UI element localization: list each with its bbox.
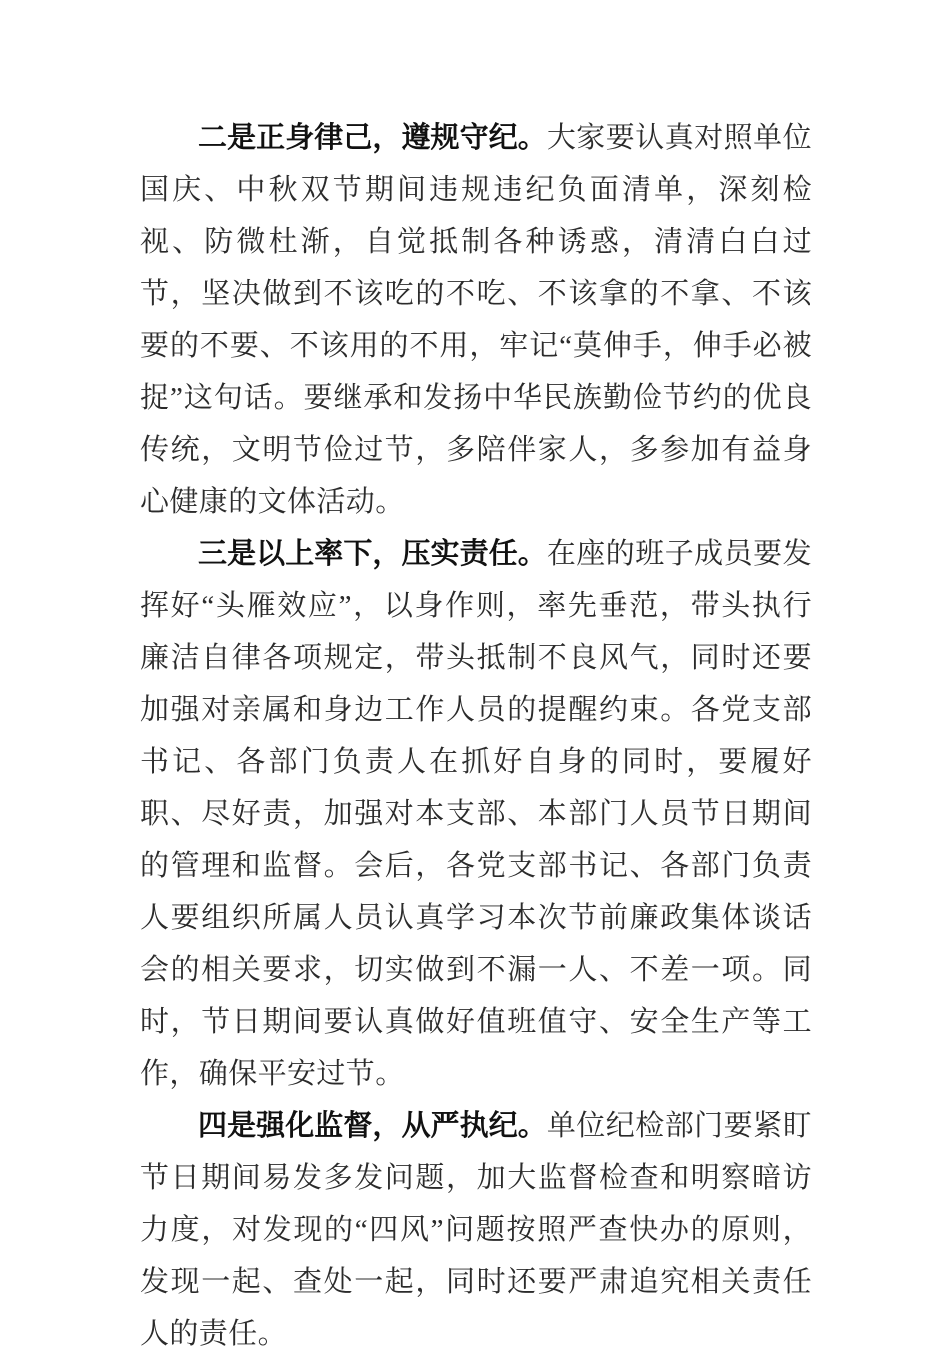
paragraph-block — [140, 112, 812, 528]
paragraph-text: 大家要认真对照单位国庆、中秋双节期间违规违纪负面清单，深刻检视、防微杜渐，自觉抵制各种诱惑，清清白白过节，坚决做到不该吃的不吃、不该拿的不拿、不该要的不要、不该用的不用，牢记“莫伸手，伸手必被捉”这句话。要继承和发扬中华民族勤俭节约的优良传统，文明节俭过节，多陪伴家人，多参加有益身心健康的文体活动。 — [140, 122, 812, 518]
paragraph-block — [140, 1100, 812, 1360]
paragraph-heading: 三是以上率下，压实责任。 — [198, 538, 547, 570]
document-body — [140, 112, 812, 1360]
paragraph-text: 在座的班子成员要发挥好“头雁效应”，以身作则，率先垂范，带头执行廉洁自律各项规定，带头抵制不良风气，同时还要加强对亲属和身边工作人员的提醒约束。各党支部书记、各部门负责人在抓好自身的同时，要履好职、尽好责，加强对本支部、本部门人员节日期间的管理和监督。会后，各党支部书记、各部门负责人要组织所属人员认真学习本次节前廉政集体谈话会的相关要求，切实做到不漏一人、不差一项。同时，节日期间要认真做好值班值守、安全生产等工作，确保平安过节。 — [140, 538, 812, 1090]
paragraph-block — [140, 528, 812, 1100]
paragraph-text: 单位纪检部门要紧盯节日期间易发多发问题，加大监督检查和明察暗访力度，对发现的“四风”问题按照严查快办的原则，发现一起、查处一起，同时还要严肃追究相关责任人的责任。 — [140, 1110, 812, 1350]
paragraph-heading: 四是强化监督，从严执纪。 — [198, 1110, 547, 1142]
paragraph-heading: 二是正身律己，遵规守纪。 — [198, 122, 547, 154]
